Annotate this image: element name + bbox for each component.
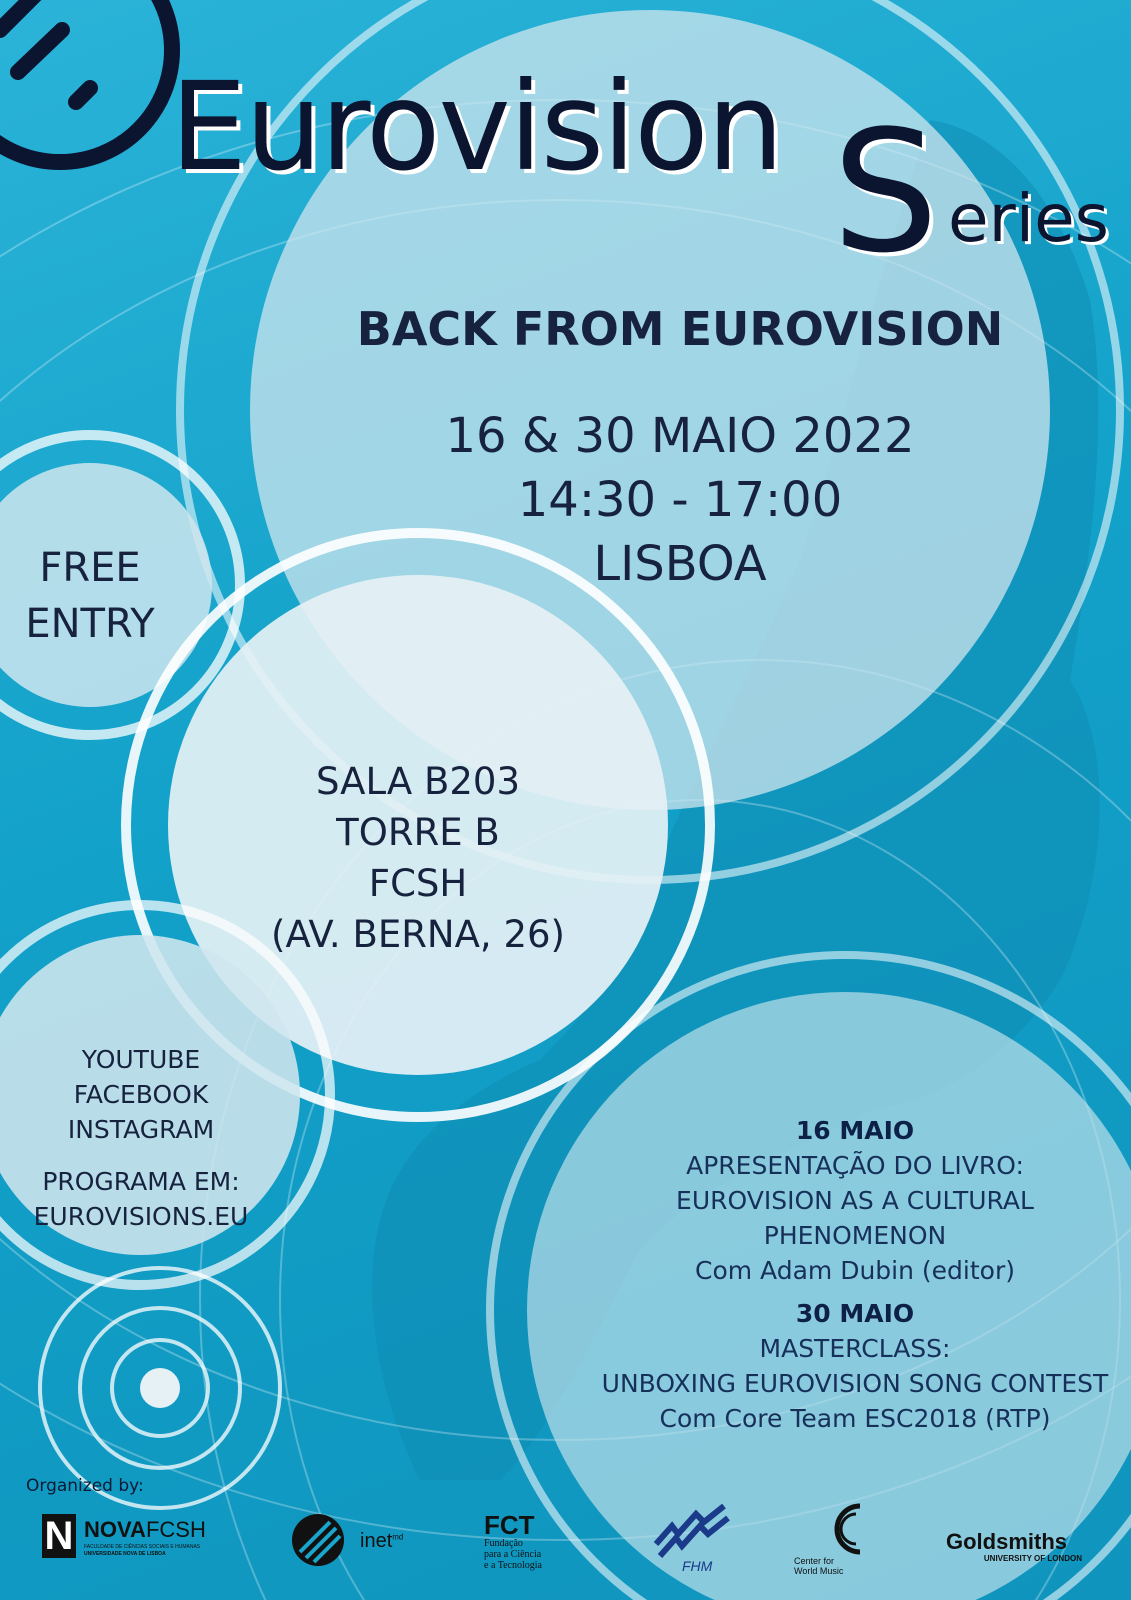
fhm-wave-icon (652, 1504, 732, 1558)
day2-line: Com Core Team ESC2018 (RTP) (659, 1404, 1051, 1433)
social-instagram: INSTAGRAM (67, 1115, 215, 1144)
programme (580, 1113, 1130, 1436)
venue-line: (AV. BERNA, 26) (271, 913, 565, 956)
venue-line: FCSH (368, 862, 468, 905)
day1-line: PHENOMENON (763, 1221, 947, 1250)
day2-line: MASTERCLASS: (759, 1334, 951, 1363)
nova-sub2: UNIVERSIDADE NOVA DE LISBOA (84, 1551, 166, 1557)
venue (218, 756, 618, 960)
venue-line: TORRE B (336, 811, 500, 854)
nova-name-bold: NOVA (84, 1517, 146, 1542)
day1-line: Com Adam Dubin (editor) (695, 1256, 1015, 1285)
inet-disc-icon (290, 1512, 346, 1568)
fct-sub-line: e a Tecnologia (484, 1560, 542, 1571)
title-eurovisions: Eurovision (170, 56, 783, 198)
event-dates: 16 & 30 MAIO 2022 (445, 408, 915, 464)
goldsmiths-sub: UNIVERSITY OF LONDON (983, 1554, 1082, 1563)
fct-logo (484, 1512, 574, 1572)
programa-link (10, 1164, 272, 1234)
day1-line: APRESENTAÇÃO DO LIVRO: (686, 1151, 1024, 1180)
headline: BACK FROM EUROVISION (356, 302, 1004, 356)
fhm-logo (652, 1504, 732, 1580)
fct-sub-line: para a Ciência (484, 1549, 542, 1560)
cwm-line: World Music (794, 1566, 844, 1576)
inet-md-logo (290, 1512, 430, 1568)
day1-date: 16 MAIO (795, 1116, 915, 1145)
social-facebook: FACEBOOK (73, 1080, 209, 1109)
goldsmiths-name: Goldsmiths (946, 1529, 1068, 1554)
inet-sup: md (392, 1532, 404, 1542)
nova-n-icon: N (42, 1514, 76, 1558)
programa-url: EUROVISIONS.EU (33, 1202, 249, 1231)
social-youtube: YOUTUBE (81, 1045, 201, 1074)
day2-date: 30 MAIO (795, 1299, 915, 1328)
title-series-rest: eries (948, 180, 1110, 257)
title-series-s: S (832, 94, 939, 290)
cwm-arc-icon (832, 1502, 872, 1556)
eurovisions-mark-icon (0, 0, 172, 162)
programa-label: PROGRAMA EM: (42, 1167, 240, 1196)
fct-name: FCT (484, 1510, 535, 1540)
nova-sub1: FACULDADE DE CIÊNCIAS SOCIAIS E HUMANAS (84, 1544, 201, 1550)
fct-sub-line: Fundação (484, 1538, 523, 1549)
fhm-name: FHM (682, 1558, 713, 1574)
event-city: LISBOA (593, 536, 767, 592)
nova-fcsh-logo (42, 1514, 242, 1564)
free-entry-line: ENTRY (25, 601, 155, 647)
center-for-world-music-logo (794, 1502, 874, 1582)
organized-by-label: Organized by: (26, 1476, 144, 1496)
cwm-line: Center for (794, 1556, 835, 1566)
day2-line: UNBOXING EUROVISION SONG CONTEST (601, 1369, 1109, 1398)
social-channels (30, 1042, 252, 1147)
free-entry-line: FREE (39, 545, 141, 591)
day1-line: EUROVISION AS A CULTURAL (676, 1186, 1034, 1215)
venue-line: SALA B203 (315, 760, 521, 803)
event-time: 14:30 - 17:00 (517, 472, 843, 528)
goldsmiths-logo (946, 1530, 1096, 1570)
nova-name-light: FCSH (145, 1517, 206, 1542)
date-block (380, 404, 980, 596)
free-entry (0, 540, 180, 652)
inet-name: inet (360, 1530, 393, 1552)
